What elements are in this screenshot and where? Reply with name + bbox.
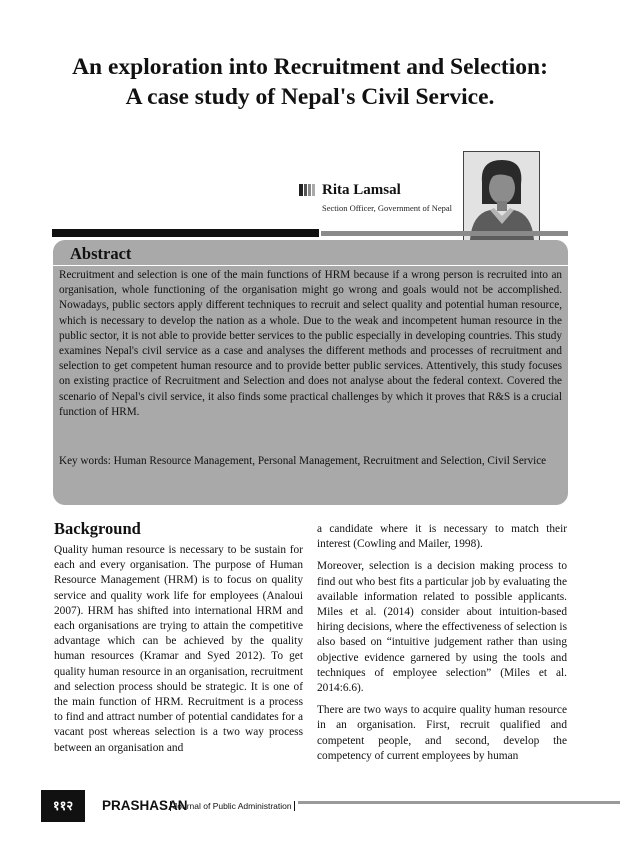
- background-right-paragraph-3: There are two ways to acquire quality human resource in an organisation. First, recruit qualified and competent people, and second, develop the competency of current employees by human: [317, 704, 567, 762]
- abstract-keywords: Key words: Human Resource Management, Personal Management, Recruitment and Selection, Civil Service: [59, 455, 547, 467]
- abstract-heading: Abstract: [70, 244, 132, 263]
- header-rule-dark: [52, 229, 319, 237]
- background-right-paragraph-2: Moreover, selection is a decision making process to find out who best fits a particular job by evaluating the available information related to possible applicants. Miles et al. (2014) consider about intuition-based hiring decisions, where the effectiveness of selection is also based on “intuitive judgement rather than using objective evidence garnered by using the tools and techniques of employee selection” (Miles et al. 2014:6.6).: [317, 560, 567, 695]
- author-portrait-icon: [464, 152, 539, 240]
- footer-rule: [298, 801, 620, 804]
- author-role: Section Officer, Government of Nepal: [322, 203, 453, 213]
- title-line-1: An exploration into Recruitment and Selection:: [72, 54, 548, 80]
- title-line-2: A case study of Nepal's Civil Service.: [125, 84, 495, 110]
- abstract-divider: [53, 265, 568, 266]
- header-rule-gray: [321, 231, 568, 236]
- author-bars-icon: [299, 184, 316, 196]
- author-photo: [463, 151, 540, 241]
- page-number: ११२: [41, 790, 85, 822]
- background-right-column: [317, 522, 567, 771]
- journal-subtitle: Journal of Public Administration: [170, 801, 295, 811]
- abstract-body: Recruitment and selection is one of the main functions of HRM because if a wrong person is recruited into an organisation, whole functioning of the organisation might go wrong and goals would not be accomplished. Nowadays, public sectors apply different techniques to recruit and select quality and potential human resource, which is necessary to develop the nation as a whole. Due to the weak and incompetent human resource in the public sector, it is not able to provide better services to the public especially in developing countries. This study examines Nepal's civil service as a case and analyses the different methods and processes of recruitment and selection to get competent human resource and to provide better public services. Attentively, this study focuses on existing practice of Recruitment and Selection and does not analyse about the federal context. Covered the scenario of Nepal's civil service, it also finds some practical challenges by which it proves that R&S is a crucial function of HRM.: [59, 269, 562, 418]
- journal-name: PRASHASAN: [102, 798, 188, 813]
- author-block: [299, 180, 459, 213]
- background-heading: Background: [54, 519, 141, 538]
- author-name: Rita Lamsal: [322, 181, 401, 198]
- article-title: [30, 52, 590, 112]
- background-left-paragraph: Quality human resource is necessary to be sustain for each and every organisation. The purpose of Human Resource Management (HRM) is to focus on quality service and quality work life for employees (Analoui 2007). HRM has shifted into international HRM and each organisations are trying to attain the competitive advantage which can be achieved by the quality human resources (Kramar and Syed 2012). To get quality human resource in an organisation, recruitment and selection process should be strategic. It is one of the main function of HRM. Recruitment is a process to find and attract number of potential candidates for a vacant post whereas selection is a two way process between an organisation and: [54, 544, 303, 754]
- background-right-paragraph-1: a candidate where it is necessary to match their interest (Cowling and Mailer, 1998).: [317, 523, 567, 551]
